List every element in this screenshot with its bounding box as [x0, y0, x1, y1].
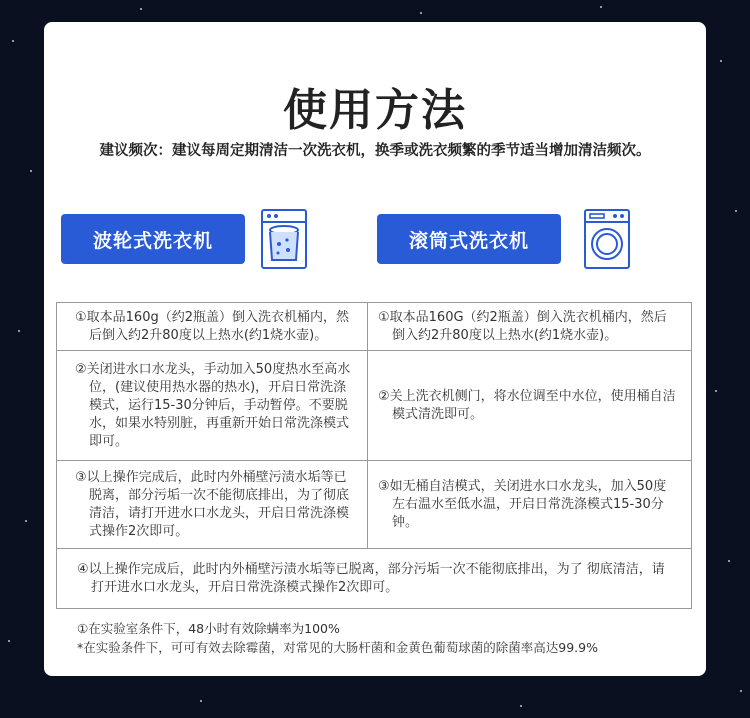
usage-card — [44, 22, 706, 676]
table-cell — [57, 549, 691, 608]
front-load-type-label: 滚筒式洗衣机 — [377, 214, 561, 264]
footnote: *在实验条件下，可可有效去除霉菌，对常见的大肠杆菌和金黄色葡萄球菌的除菌率高达99.9% — [77, 640, 598, 655]
step-text: ①取本品160G（约2瓶盖）倒入洗衣机桶内，然后倒入约2升80度以上热水(约1烧水壶)。 — [378, 309, 667, 343]
top-load-washer-icon — [260, 208, 308, 270]
table-row — [57, 461, 691, 549]
table-cell — [368, 351, 691, 460]
step-text: ①取本品160g（约2瓶盖）倒入洗衣机桶内，然后倒入约2升80度以上热水(约1烧水壶)。 — [75, 309, 349, 343]
step-text: ③以上操作完成后，此时内外桶壁污渍水垢等已脱离，部分污垢一次不能彻底排出，为了彻底清洁，请打开进水口水龙头，开启日常洗涤模式操作2次即可。 — [75, 469, 350, 539]
table-cell — [57, 351, 368, 460]
page-title: 使用方法 — [283, 85, 467, 136]
footnote: ①在实验室条件下，48小时有效除螨率为100% — [77, 621, 340, 636]
table-cell — [368, 461, 691, 548]
table-cell — [57, 461, 368, 548]
step-text: ③如无桶自洁模式，关闭进水口水龙头，加入50度左右温水至低水温，开启日常洗涤模式15-30分钟。 — [378, 478, 667, 530]
table-row — [57, 303, 691, 351]
step-text: ②关上洗衣机侧门，将水位调至中水位，使用桶自洁模式清洗即可。 — [378, 388, 676, 422]
table-cell — [57, 303, 368, 350]
table-cell — [368, 303, 691, 350]
instructions-table — [56, 302, 692, 609]
top-load-type-label: 波轮式洗衣机 — [61, 214, 245, 264]
step-text: ④以上操作完成后，此时内外桶壁污渍水垢等已脱离，部分污垢一次不能彻底排出，为了 彻底清洁，请打开进水口水龙头，开启日常洗涤模式操作2次即可。 — [77, 561, 665, 595]
front-load-washer-icon — [583, 208, 631, 270]
table-row — [57, 351, 691, 461]
step-text: ②关闭进水口水龙头，手动加入50度热水至高水位，(建议使用热水器的热水)，开启日常洗涤模式，运行15-30分钟后，手动暂停。不要脱水，如果水特别脏，再重新开始日常洗涤模式即可。 — [75, 361, 351, 449]
frequency-advice: 建议频次：建议每周定期清洁一次洗衣机，换季或洗衣频繁的季节适当增加清洁频次。 — [99, 143, 651, 159]
table-row — [57, 549, 691, 608]
